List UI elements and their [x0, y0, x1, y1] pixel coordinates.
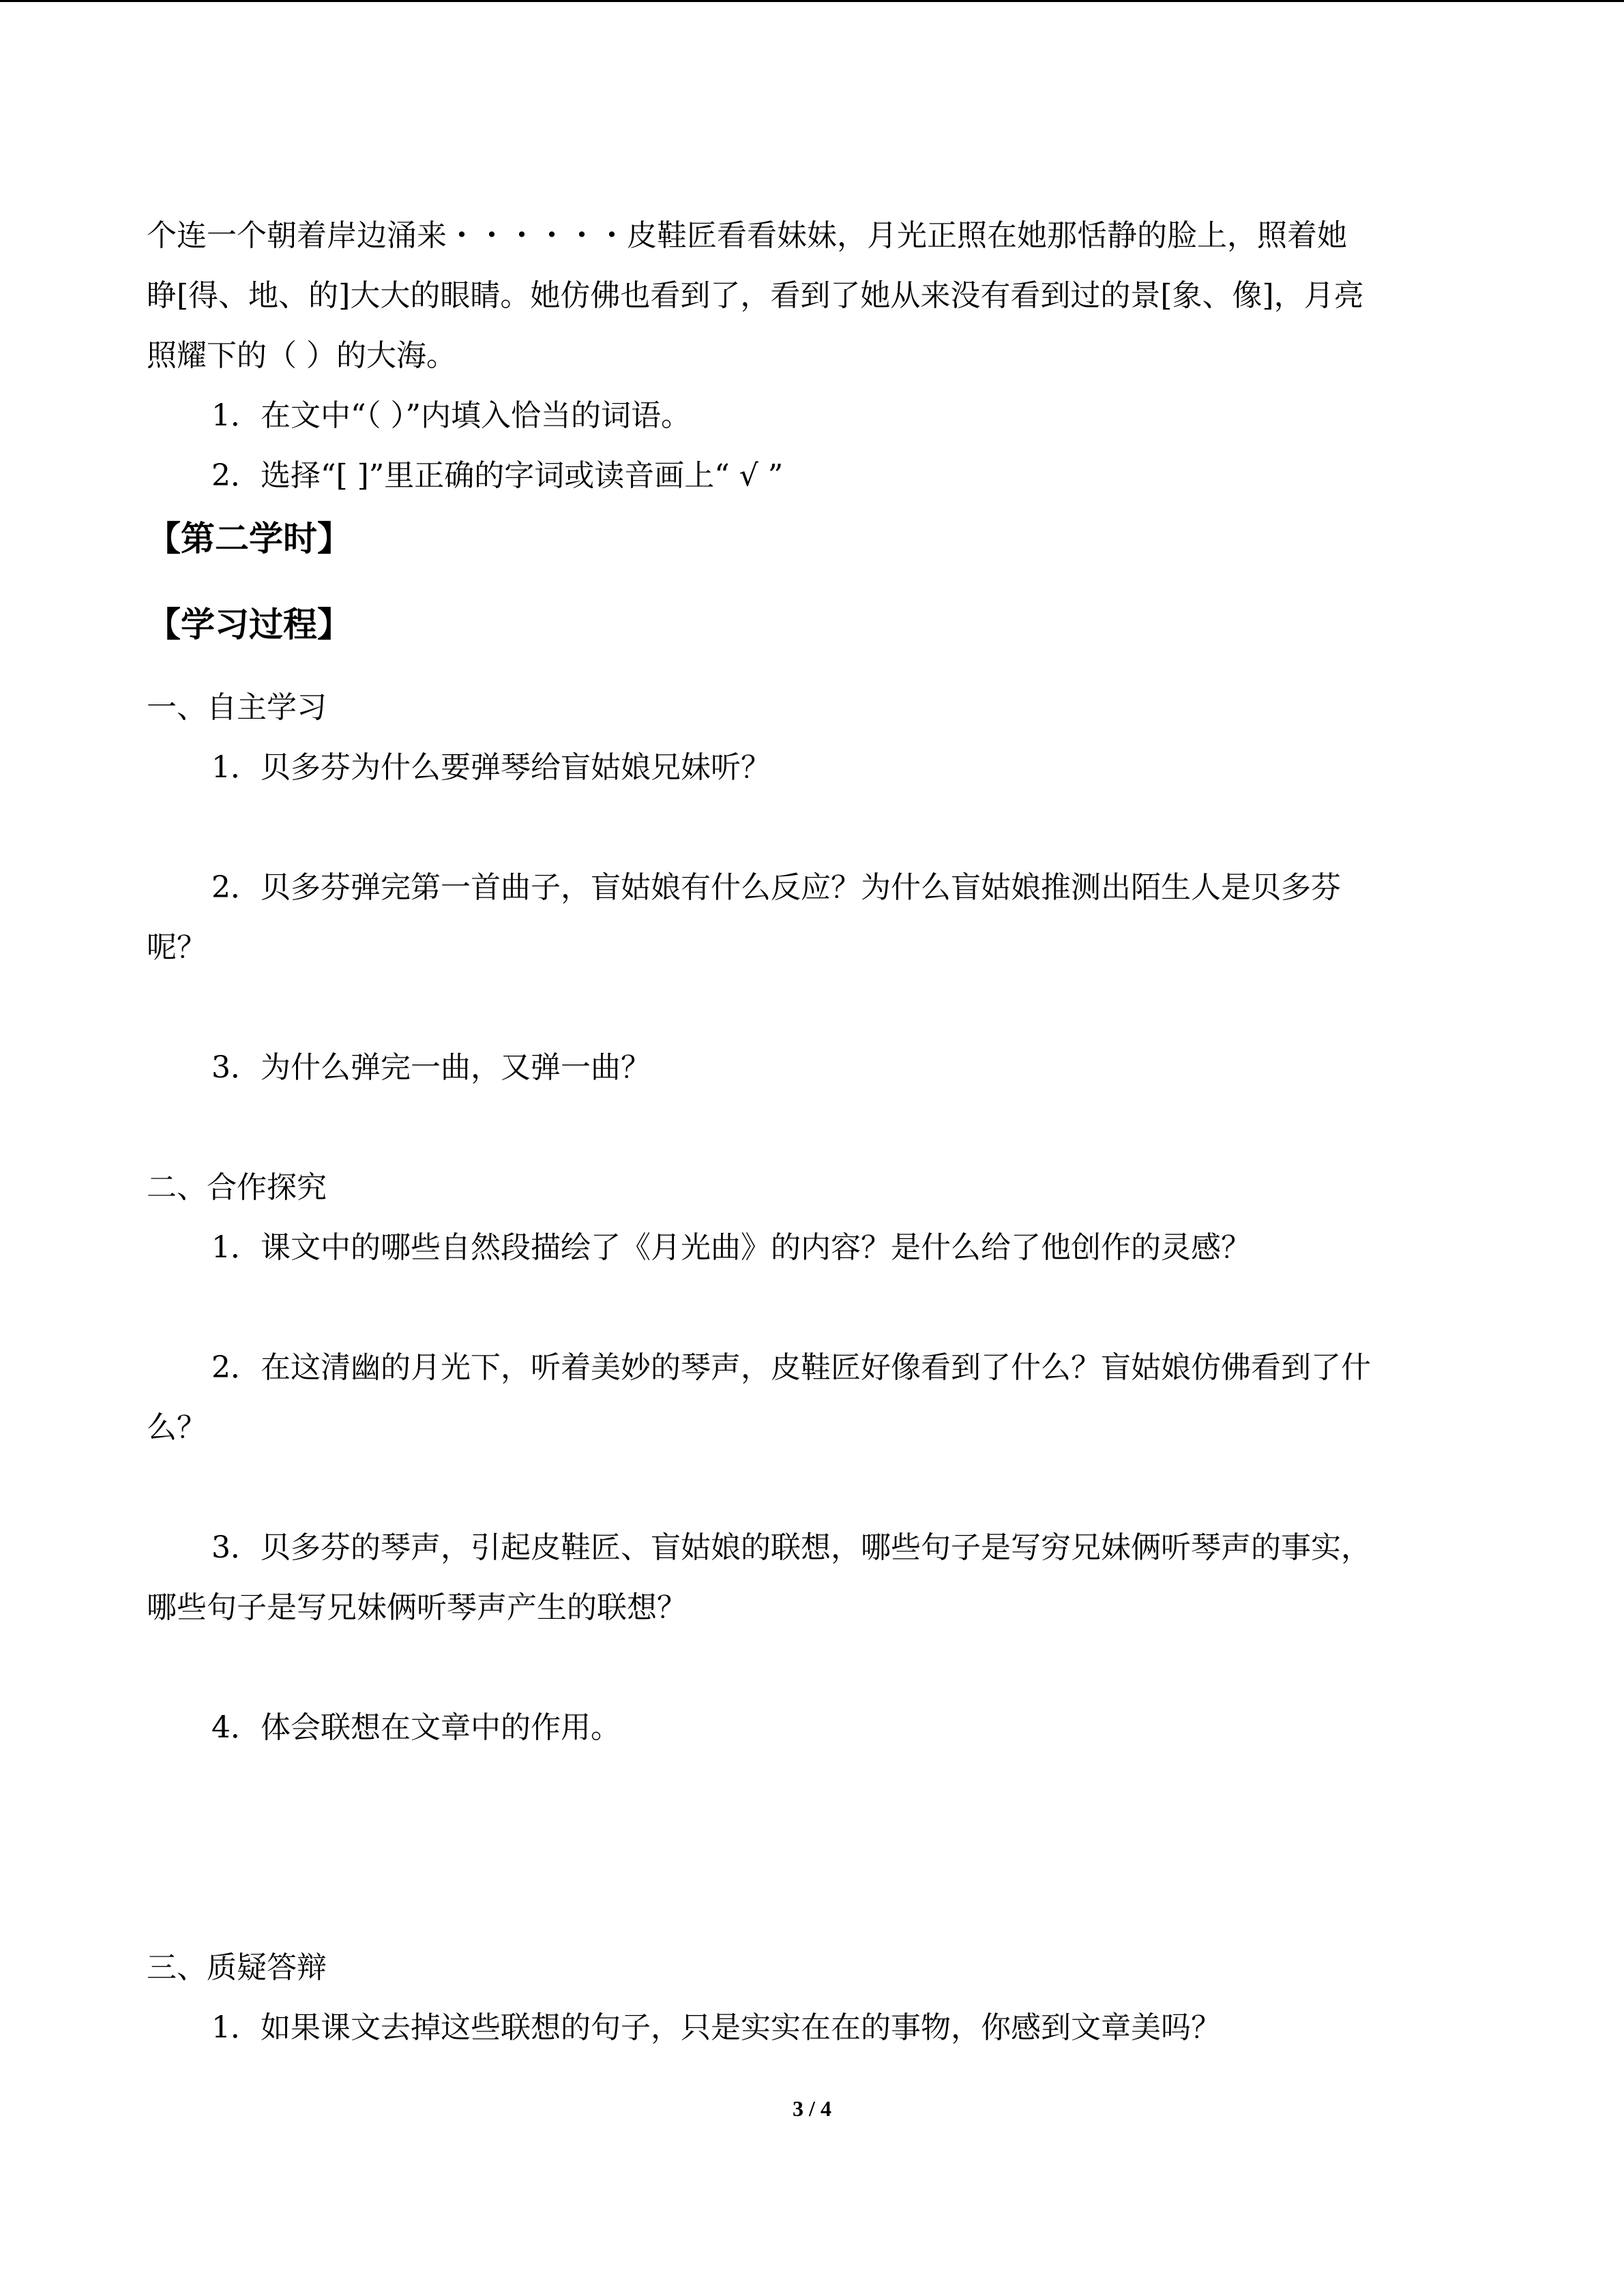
passage-line-2: 睁[得、地、的]大大的眼睛。她仿佛也看到了，看到了她从来没有看到过的景[象、像]，月亮	[147, 278, 1364, 313]
heading-learning-process: 【学习过程】	[147, 604, 351, 644]
section-3-title: 三、质疑答辩	[147, 1950, 327, 1985]
section-3-question-1: 1．如果课文去掉这些联想的句子，只是实实在在的事物，你感到文章美吗？	[211, 2010, 1221, 2045]
section-2-question-2-cont: 么？	[147, 1410, 207, 1445]
section-2-title: 二、合作探究	[147, 1170, 327, 1205]
page-top-border	[0, 0, 1624, 2]
task-item-2: 2．选择“[ ]”里正确的字词或读音画上“ √ ”	[211, 458, 784, 493]
section-1-question-1: 1．贝多芬为什么要弹琴给盲姑娘兄妹听？	[211, 750, 771, 785]
passage-line-1: 个连一个朝着岸边涌来・・・・・・皮鞋匠看看妹妹，月光正照在她那恬静的脸上，照着她	[147, 218, 1347, 253]
section-1-question-2: 2．贝多芬弹完第一首曲子，盲姑娘有什么反应？为什么盲姑娘推测出陌生人是贝多芬	[211, 870, 1341, 905]
heading-lesson-2: 【第二学时】	[147, 518, 351, 558]
task-item-1: 1．在文中“（ ）”内填入恰当的词语。	[211, 398, 691, 433]
section-1-title: 一、自主学习	[147, 690, 327, 725]
section-2-question-2: 2．在这清幽的月光下，听着美妙的琴声，皮鞋匠好像看到了什么？盲姑娘仿佛看到了什	[211, 1350, 1371, 1385]
section-1-question-3: 3．为什么弹完一曲，又弹一曲？	[211, 1050, 651, 1085]
section-2-question-3-cont: 哪些句子是写兄妹俩听琴声产生的联想？	[147, 1590, 687, 1625]
page-number: 3 / 4	[793, 2096, 831, 2121]
section-2-question-4: 4．体会联想在文章中的作用。	[211, 1710, 621, 1745]
section-2-question-1: 1．课文中的哪些自然段描绘了《月光曲》的内容？是什么给了他创作的灵感？	[211, 1230, 1251, 1265]
passage-line-3: 照耀下的（ ）的大海。	[147, 338, 456, 373]
section-1-question-2-cont: 呢？	[147, 930, 207, 965]
section-2-question-3: 3．贝多芬的琴声，引起皮鞋匠、盲姑娘的联想，哪些句子是写穷兄妹俩听琴声的事实，	[211, 1530, 1371, 1565]
